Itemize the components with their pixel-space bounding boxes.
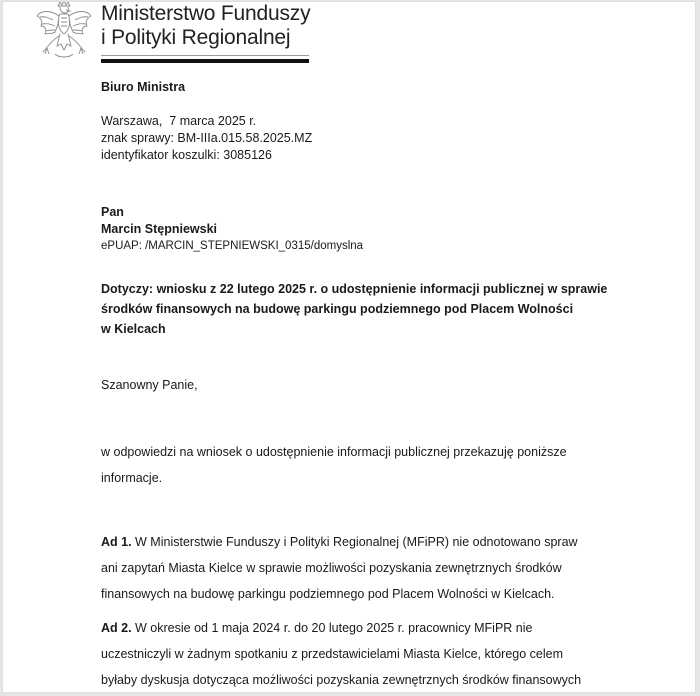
ministry-name-line2: i Polityki Regionalnej [101,26,291,49]
intro-line-1: w odpowiedzi na wniosek o udostępnienie informacji publicznej przekazuję poniższe [101,445,567,459]
document-page [3,2,695,692]
office-name: Biuro Ministra [101,80,186,94]
recipient-epuap-address: ePUAP: /MARCIN_STEPNIEWSKI_0315/domyslna [101,240,364,252]
subject-line-2: środków finansowych na budowę parkingu podziemnego pod Placem Wolności [101,302,574,316]
folder-id: identyfikator koszulki: 3085126 [101,148,272,162]
ministry-name [101,2,310,50]
ministry-name-line1: Ministerstwo Funduszy [101,2,311,25]
header-thin-rule [101,55,309,56]
answer-1-line-1 [101,529,611,555]
answer-1-label: Ad 1. [101,535,132,549]
salutation: Szanowny Panie, [101,378,198,392]
answer-2-paragraph [101,615,611,692]
answer-2-label: Ad 2. [101,621,132,635]
answer-2-line-2: uczestniczyli w żadnym spotkaniu z przedstawicielami Miasta Kielce, którego celem [101,647,563,661]
subject-block [101,279,621,339]
polish-eagle-emblem-icon [33,2,95,64]
answer-1-text: W Ministerstwie Funduszy i Polityki Regionalnej (MFiPR) nie odnotowano spraw [131,535,578,549]
header-thick-rule [101,59,309,63]
answer-1-paragraph [101,529,611,607]
place-date: Warszawa, 7 marca 2025 r. [101,114,257,128]
subject-line-1: Dotyczy: wniosku z 22 lutego 2025 r. o udostępnienie informacji publicznej w sprawie [101,282,608,296]
recipient-title: Pan [101,205,124,219]
answer-1-line-2: ani zapytań Miasta Kielce w sprawie możliwości pozyskania zewnętrznych środków [101,561,562,575]
answer-2-line-1 [101,615,611,641]
recipient-name: Marcin Stępniewski [101,222,218,236]
intro-paragraph [101,439,611,491]
answer-1-line-3: finansowych na budowę parkingu podziemnego pod Placem Wolności w Kielcach. [101,587,555,601]
subject-line-3: w Kielcach [101,322,166,336]
answer-2-text: W okresie od 1 maja 2024 r. do 20 lutego 2025 r. pracownicy MFiPR nie [131,621,533,635]
recipient-block [101,204,363,255]
answer-2-line-3: byłaby dyskusja dotycząca możliwości pozyskania zewnętrznych środków finansowych [101,673,582,687]
case-number: znak sprawy: BM-IIIa.015.58.2025.MZ [101,131,313,145]
intro-line-2: informacje. [101,471,163,485]
letter-meta [101,113,312,164]
